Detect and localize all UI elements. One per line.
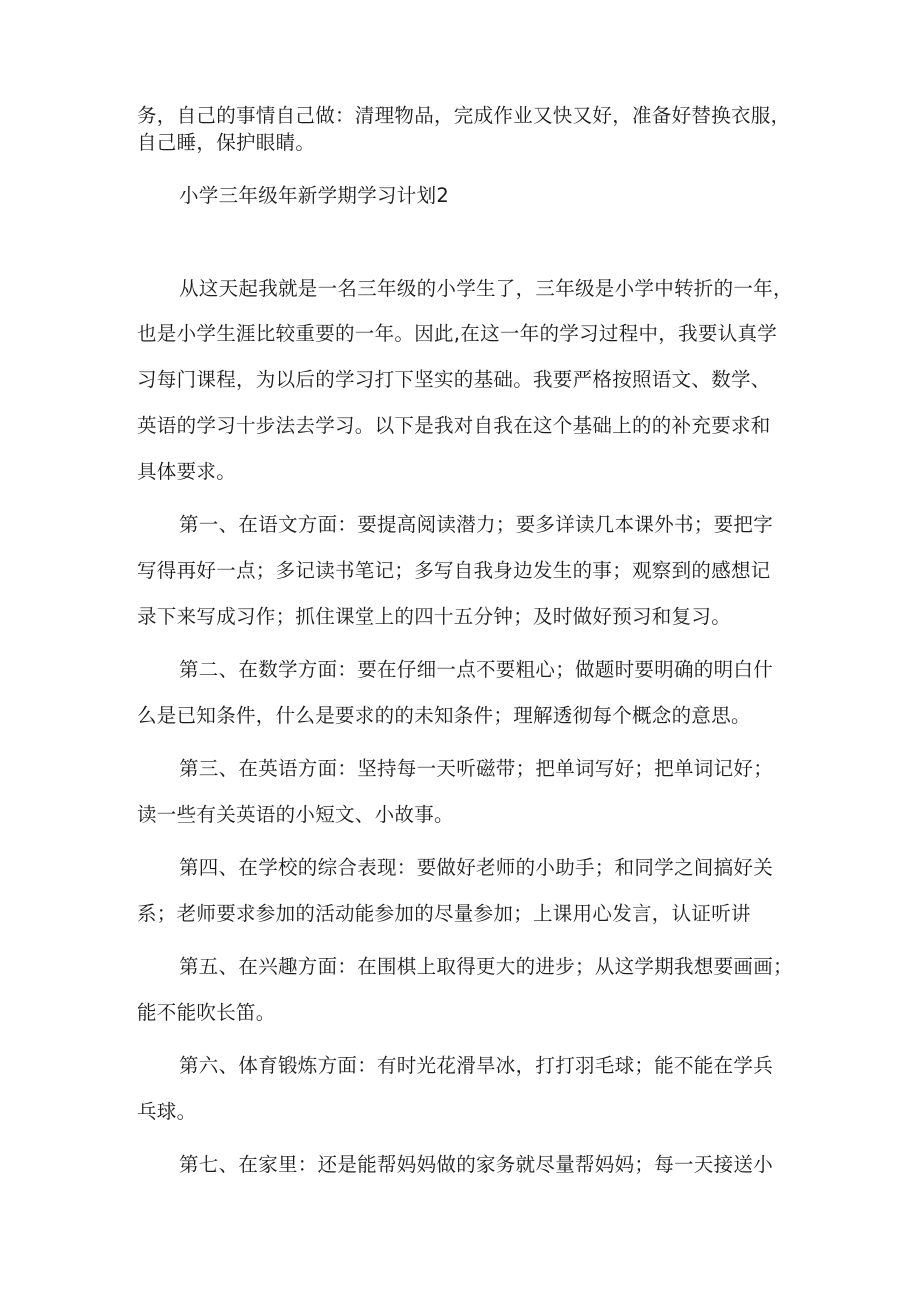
text-line: 录下来写成习作；抓住课堂上的四十五分钟；及时做好预习和复习。 [137,605,732,628]
text-line: 写得再好一点；多记读书笔记；多写自我身边发生的事；观察到的感想记 [137,559,771,582]
text-line: 第一、在语文方面：要提高阅读潜力；要多详读几本课外书；要把字 [179,513,774,536]
text-line: 能不能吹长笛。 [137,1001,276,1024]
text-line: 读一些有关英语的小短文、小故事。 [137,803,454,826]
text-line: 第五、在兴趣方面：在围棋上取得更大的进步；从这学期我想要画画； [179,955,793,978]
section-heading: 小学三年级年新学期学习计划2 [179,184,450,207]
text-line: 第七、在家里：还是能帮妈妈做的家务就尽量帮妈妈；每一天接送小 [179,1153,774,1176]
text-line: 系；老师要求参加的活动能参加的尽量参加；上课用心发言，认证听讲 [137,902,751,925]
text-line: 第三、在英语方面：坚持每一天听磁带；把单词写好；把单词记好； [179,757,774,780]
text-line: 具体要求。 [137,460,237,483]
text-line: 从这天起我就是一名三年级的小学生了，三年级是小学中转折的一年， [179,277,793,300]
text-line: 第六、体育锻炼方面：有时光花滑旱冰，打打羽毛球；能不能在学兵 [179,1054,774,1077]
text-line: 么是已知条件，什么是要求的的未知条件；理解透彻每个概念的意思。 [137,704,751,727]
text-line: 英语的学习十步法去学习。以下是我对自我在这个基础上的的补充要求和 [137,414,771,437]
text-line: 也是小学生涯比较重要的一年。因此,在这一年的学习过程中，我要认真学 [137,322,778,345]
text-line: 自己睡，保护眼睛。 [137,131,316,154]
text-line: 第四、在学校的综合表现：要做好老师的小助手；和同学之间搞好关 [179,856,774,879]
text-line: 习每门课程，为以后的学习打下坚实的基础。我要严格按照语文、数学、 [137,368,771,391]
text-line: 第二、在数学方面：要在仔细一点不要粗心；做题时要明确的明白什 [179,658,774,681]
text-line: 乓球。 [137,1100,197,1123]
text-line: 务，自己的事情自己做：清理物品，完成作业又快又好，准备好替换衣服， [137,104,791,127]
